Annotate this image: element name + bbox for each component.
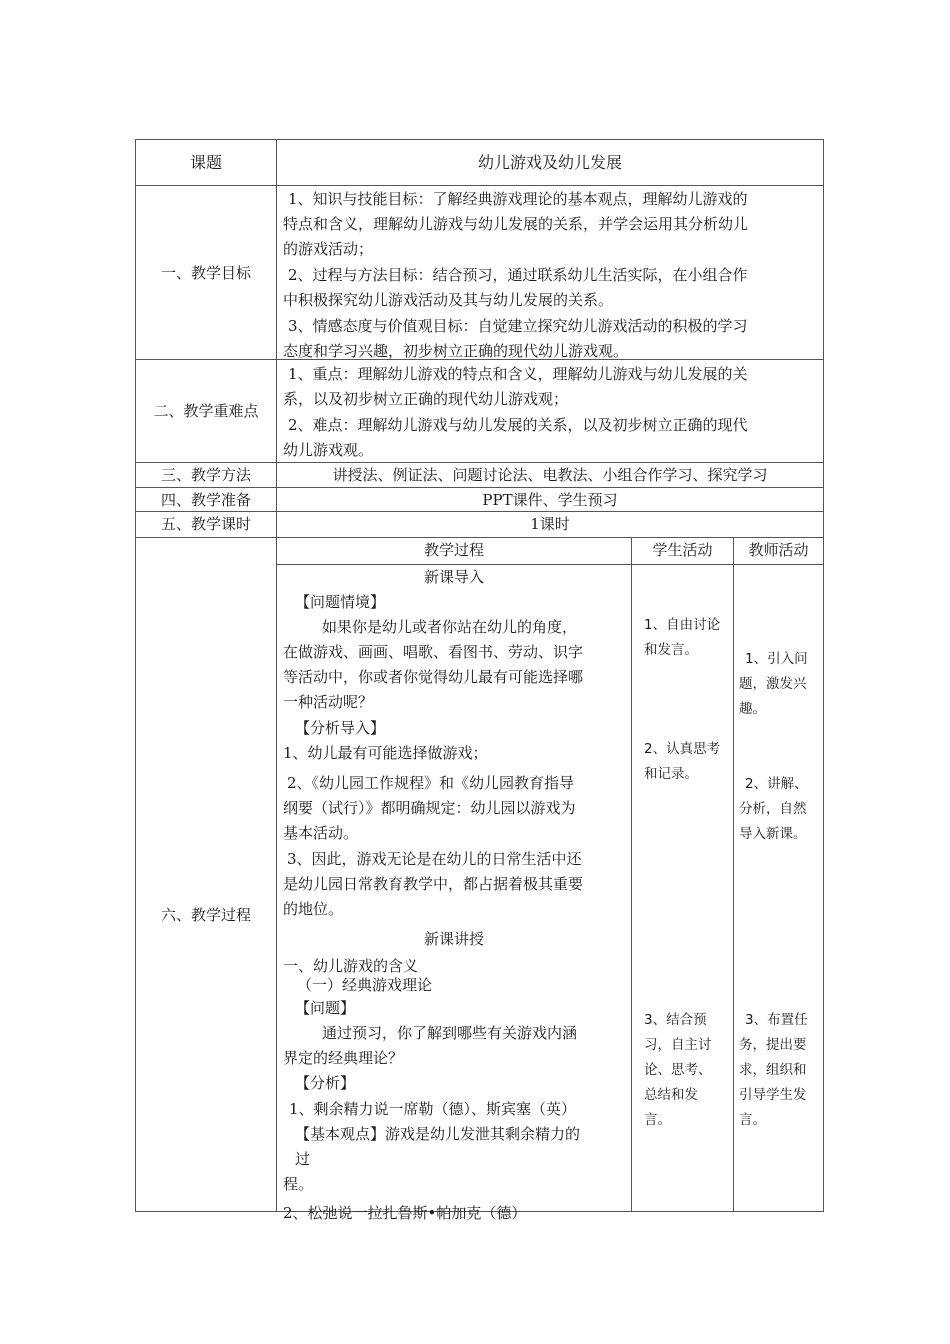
teacher-activity-line: 1、引入问 — [745, 651, 808, 667]
teacher-activity-header: 教师活动 — [748, 541, 809, 559]
student-activity-line: 论、思考、 — [644, 1062, 712, 1078]
process-line: （一）经典游戏理论 — [297, 976, 433, 994]
teacher-activity-line: 趣。 — [739, 701, 766, 717]
objectives-line: 中积极探究幼儿游戏活动及其与幼儿发展的关系。 — [283, 291, 614, 309]
objectives-line: 1、知识与技能目标：了解经典游戏理论的基本观点，理解幼儿游戏的 — [288, 190, 748, 208]
key-points-line: 幼儿游戏观。 — [283, 441, 374, 459]
process-line: 在做游戏、画画、唱歌、看图书、劳动、识字 — [283, 643, 584, 661]
teacher-activity-line: 导入新课。 — [739, 826, 807, 842]
student-activity-line: 和记录。 — [644, 766, 698, 782]
objectives-line: 态度和学习兴趣，初步树立正确的现代幼儿游戏观。 — [283, 342, 629, 360]
process-line: 是幼儿园日常教育教学中，都占据着极其重要 — [283, 875, 584, 893]
teacher-activity-line: 3、布置任 — [745, 1012, 808, 1028]
process-line: 【分析】 — [295, 1074, 356, 1092]
process-line: 基本活动。 — [283, 824, 359, 842]
student-activity-line: 1、自由讨论 — [644, 617, 721, 633]
teacher-activity-line: 2、讲解、 — [745, 776, 808, 792]
hours-value: 1课时 — [530, 515, 570, 533]
student-activity-header: 学生活动 — [652, 541, 713, 559]
teacher-activity-line: 题，激发兴 — [739, 676, 807, 692]
process-line: 界定的经典理论？ — [283, 1049, 404, 1067]
process-line: 3、因此，游戏无论是在幼儿的日常生活中还 — [287, 850, 582, 868]
student-activities — [632, 565, 733, 1211]
preparation-value: PPT课件、学生预习 — [482, 491, 618, 509]
process-line: 通过预习，你了解到哪些有关游戏内涵 — [322, 1024, 578, 1042]
process-line: 等活动中，你或者你觉得幼儿最有可能选择哪 — [283, 668, 584, 686]
process-line: 如果你是幼儿或者你站在幼儿的角度， — [322, 618, 578, 636]
student-activity-line: 言。 — [644, 1112, 671, 1128]
teacher-activity-line: 引导学生发 — [739, 1087, 807, 1103]
process-line: 1、剩余精力说一席勒（德）、斯宾塞（英） — [289, 1100, 577, 1118]
methods-value: 讲授法、例证法、问题讨论法、电教法、小组合作学习、探究学习 — [332, 466, 768, 484]
objectives-line: 3、情感态度与价值观目标：自觉建立探究幼儿游戏活动的积极的学习 — [288, 317, 748, 335]
process-line: 【分析导入】 — [295, 719, 386, 737]
key-points-line: 1、重点：理解幼儿游戏的特点和含义，理解幼儿游戏与幼儿发展的关 — [288, 365, 748, 383]
preparation-label: 四、教学准备 — [160, 491, 251, 509]
teacher-activity-line: 言。 — [739, 1112, 766, 1128]
process-line: 【问题】 — [295, 999, 356, 1017]
process-content — [277, 565, 631, 1222]
process-header: 教学过程 — [423, 541, 484, 559]
student-activity-line: 3、结合预 — [644, 1012, 707, 1028]
objectives-line: 2、过程与方法目标：结合预习，通过联系幼儿生活实际，在小组合作 — [288, 266, 748, 284]
title-label: 课题 — [189, 153, 222, 172]
process-line: 程。 — [283, 1175, 314, 1193]
teacher-activities — [734, 565, 823, 1211]
student-activity-line: 2、认真思考 — [644, 741, 721, 757]
hours-label: 五、教学课时 — [160, 515, 251, 533]
process-line: 【基本观点】游戏是幼儿发泄其剩余精力的 — [295, 1125, 581, 1143]
student-activity-line: 习，自主讨 — [644, 1037, 712, 1053]
key-points-label: 二、教学重难点 — [153, 402, 259, 420]
process-line: 一种活动呢？ — [283, 693, 374, 711]
process-line: 1、幼儿最有可能选择做游戏； — [283, 744, 488, 762]
lesson-title: 幼儿游戏及幼儿发展 — [477, 153, 622, 172]
key-points-text — [281, 360, 821, 462]
teacher-activity-line: 求，组织和 — [739, 1062, 807, 1078]
process-line: 的地位。 — [283, 900, 344, 918]
section-heading: 新课讲授 — [423, 930, 484, 948]
key-points-line: 系，以及初步树立正确的现代幼儿游戏观； — [283, 390, 569, 408]
teacher-activity-line: 分析，自然 — [739, 801, 807, 817]
process-line: 过 — [295, 1150, 311, 1168]
process-line: 一、幼儿游戏的含义 — [283, 957, 419, 975]
methods-label: 三、教学方法 — [160, 466, 251, 484]
objectives-text — [281, 186, 821, 359]
key-points-line: 2、难点：理解幼儿游戏与幼儿发展的关系，以及初步树立正确的现代 — [288, 416, 748, 434]
objectives-line: 的游戏活动； — [283, 240, 374, 258]
objectives-label: 一、教学目标 — [160, 264, 251, 282]
section-heading: 新课导入 — [423, 568, 484, 586]
teacher-activity-line: 务，提出要 — [739, 1037, 807, 1053]
student-activity-line: 和发言。 — [644, 642, 698, 658]
student-activity-line: 总结和发 — [644, 1087, 698, 1103]
process-line: 2、《幼儿园工作规程》和《幼儿园教育指导 — [287, 774, 575, 792]
process-line: 2、松弛说一拉扎鲁斯•帕加克（德） — [283, 1204, 527, 1222]
process-label: 六、教学过程 — [160, 906, 251, 924]
process-line: 【问题情境】 — [295, 593, 386, 611]
objectives-line: 特点和含义，理解幼儿游戏与幼儿发展的关系，并学会运用其分析幼儿 — [283, 215, 749, 233]
process-line: 纲要（试行）》都明确规定：幼儿园以游戏为 — [283, 799, 576, 817]
